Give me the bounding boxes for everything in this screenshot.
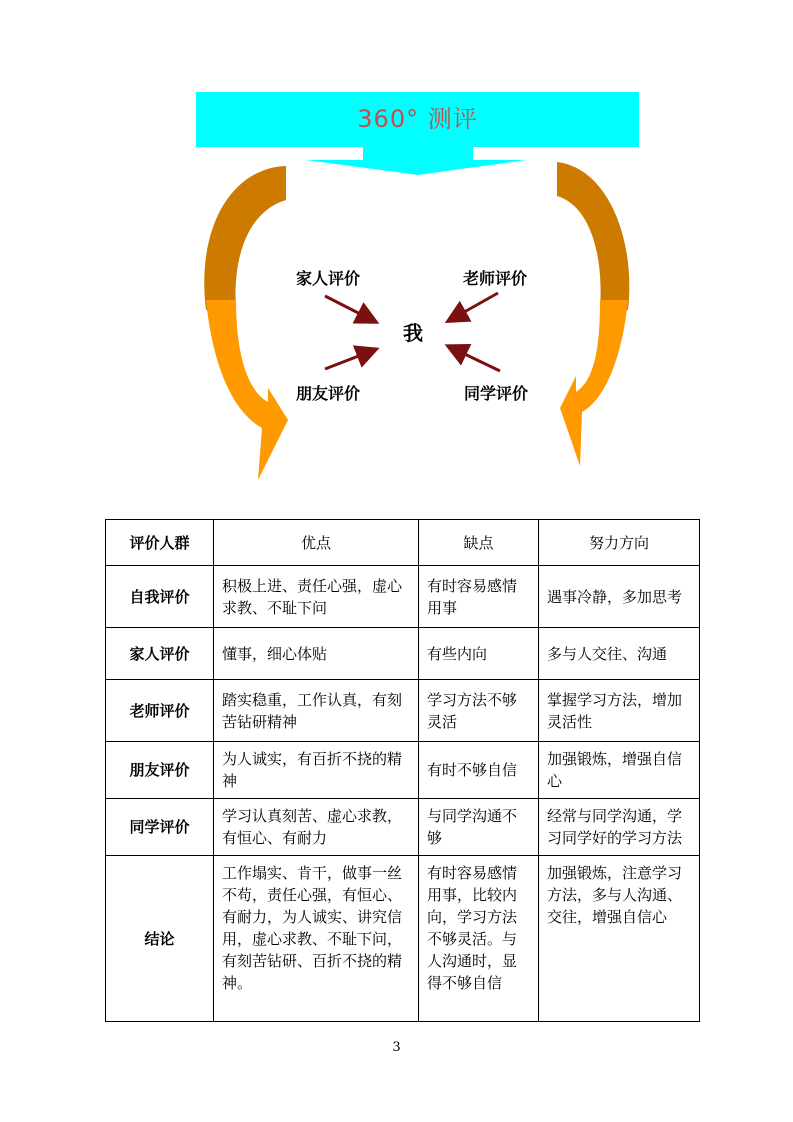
row-direction: 遇事冷静，多加思考 xyxy=(539,566,700,628)
right-curve-upper xyxy=(557,162,629,310)
header-cons: 缺点 xyxy=(419,520,539,566)
table-row xyxy=(106,680,700,742)
diagram-graphics xyxy=(0,0,793,500)
arrow-top-right xyxy=(450,293,498,320)
arrow-bottom-left xyxy=(325,350,374,369)
row-direction: 加强锻炼，注意学习方法，多与人沟通、交往，增强自信心 xyxy=(539,856,700,1022)
left-curve-upper xyxy=(204,166,286,310)
row-group: 结论 xyxy=(106,856,214,1022)
header-pros: 优点 xyxy=(214,520,419,566)
banner-down-arrow xyxy=(306,160,526,175)
row-pros: 学习认真刻苦、虚心求教，有恒心、有耐力 xyxy=(214,799,419,856)
row-pros: 踏实稳重，工作认真，有刻苦钻研精神 xyxy=(214,680,419,742)
arrow-top-left xyxy=(325,296,374,321)
table-row xyxy=(106,628,700,680)
row-cons: 有些内向 xyxy=(419,628,539,680)
row-pros: 懂事，细心体贴 xyxy=(214,628,419,680)
label-classmate: 同学评价 xyxy=(464,384,529,403)
right-curve-lower xyxy=(560,300,628,466)
row-cons: 有时容易感情用事 xyxy=(419,566,539,628)
label-friend: 朋友评价 xyxy=(296,384,361,403)
row-cons: 有时容易感情用事，比较内向，学习方法不够灵活。与人沟通时，显得不够自信 xyxy=(419,856,539,1022)
arrow-bottom-right xyxy=(450,347,500,371)
diagram-title: 360° 测评 xyxy=(357,105,478,133)
header-group: 评价人群 xyxy=(106,520,214,566)
evaluation-diagram xyxy=(0,0,793,500)
row-group: 家人评价 xyxy=(106,628,214,680)
row-cons: 有时不够自信 xyxy=(419,742,539,799)
row-group: 朋友评价 xyxy=(106,742,214,799)
table-row xyxy=(106,742,700,799)
page-number: 3 xyxy=(392,1040,401,1055)
row-direction: 多与人交往、沟通 xyxy=(539,628,700,680)
left-curve-lower xyxy=(206,300,288,480)
table-row xyxy=(106,856,700,1022)
row-direction: 经常与同学沟通，学习同学好的学习方法 xyxy=(539,799,700,856)
table-row xyxy=(106,799,700,856)
row-group: 同学评价 xyxy=(106,799,214,856)
row-pros: 积极上进、责任心强，虚心求教、不耻下问 xyxy=(214,566,419,628)
evaluation-table xyxy=(105,519,700,1022)
row-group: 老师评价 xyxy=(106,680,214,742)
table-row xyxy=(106,566,700,628)
header-direction: 努力方向 xyxy=(539,520,700,566)
row-pros: 工作塌实、肯干，做事一丝不苟，责任心强，有恒心、有耐力，为人诚实、讲究信用，虚心求教、不耻下问，有刻苦钻研、百折不挠的精神。 xyxy=(214,856,419,1022)
row-cons: 与同学沟通不够 xyxy=(419,799,539,856)
row-pros: 为人诚实，有百折不挠的精神 xyxy=(214,742,419,799)
center-me-label: 我 xyxy=(403,321,423,345)
label-teacher: 老师评价 xyxy=(463,269,528,288)
row-cons: 学习方法不够灵活 xyxy=(419,680,539,742)
row-direction: 加强锻炼，增强自信心 xyxy=(539,742,700,799)
row-group: 自我评价 xyxy=(106,566,214,628)
table-header-row xyxy=(106,520,700,566)
banner-stem xyxy=(363,147,473,161)
label-family: 家人评价 xyxy=(296,269,361,288)
row-direction: 掌握学习方法，增加灵活性 xyxy=(539,680,700,742)
